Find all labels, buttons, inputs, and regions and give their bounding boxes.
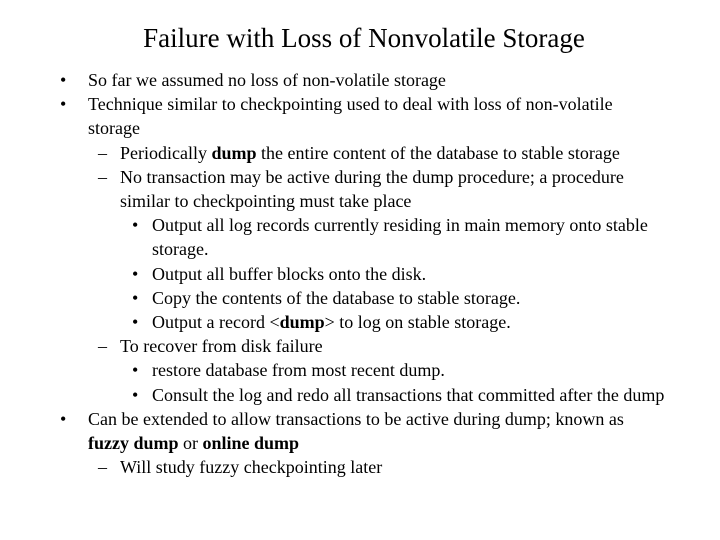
bullet-item <box>60 407 648 455</box>
item-text-bold: fuzzy dump <box>88 433 179 454</box>
dash-marker: – <box>98 166 107 187</box>
item-text-bold: online dump <box>202 433 300 454</box>
slide-body <box>0 68 720 479</box>
item-text-pre: Can be extended to allow transactions to be active during dump; known as <box>88 408 624 429</box>
bullet-marker: • <box>132 215 139 236</box>
item-text: Output all buffer blocks onto the disk. <box>152 263 427 284</box>
item-text-bold: dump <box>211 142 257 163</box>
sub-bullet-item <box>132 358 672 382</box>
bullet-marker: • <box>132 263 139 284</box>
bullet-marker: • <box>132 360 139 381</box>
bullet-marker: • <box>60 70 67 90</box>
bullet-marker: • <box>60 94 67 115</box>
bullet-text: So far we assumed no loss of non-volatile storage <box>88 70 446 90</box>
bullet-item <box>60 68 648 92</box>
item-text: restore database from most recent dump. <box>152 360 445 381</box>
item-text-pre: Periodically <box>120 142 212 163</box>
dash-marker: – <box>98 142 107 163</box>
dash-marker: – <box>98 457 107 478</box>
item-text-mid: or <box>178 433 203 454</box>
item-text-pre: Output a record < <box>152 312 280 333</box>
sub-bullet-item <box>132 286 672 310</box>
item-text: Will study fuzzy checkpointing later <box>120 457 383 478</box>
dash-marker: – <box>98 336 107 357</box>
sub-bullet-item <box>132 383 672 407</box>
dash-item <box>98 334 640 358</box>
item-text: No transaction may be active during the dump procedure; a procedure similar to checkpointing must take place <box>120 166 624 212</box>
bullet-item <box>60 92 648 140</box>
item-text-bold: dump <box>279 312 325 333</box>
item-text-post: the entire content of the database to stable storage <box>256 142 620 163</box>
sub-bullet-item <box>132 310 672 334</box>
bullet-text: Technique similar to checkpointing used to deal with loss of non-volatile storage <box>88 94 613 139</box>
bullet-marker: • <box>132 384 139 405</box>
item-text: Output all log records currently residing in main memory onto stable storage. <box>152 215 648 260</box>
slide-title: Failure with Loss of Nonvolatile Storage <box>143 23 585 53</box>
dash-item <box>98 455 640 479</box>
item-text: Copy the contents of the database to stable storage. <box>152 287 521 308</box>
item-text: To recover from disk failure <box>120 336 323 357</box>
dash-item <box>98 165 640 213</box>
dash-item <box>98 141 640 165</box>
item-text: Consult the log and redo all transactions that committed after the dump <box>152 384 665 405</box>
sub-bullet-item <box>132 213 672 261</box>
sub-bullet-item <box>132 262 672 286</box>
bullet-marker: • <box>132 312 139 333</box>
bullet-marker: • <box>132 287 139 308</box>
item-text-post: > to log on stable storage. <box>324 312 511 333</box>
bullet-marker: • <box>60 408 67 429</box>
